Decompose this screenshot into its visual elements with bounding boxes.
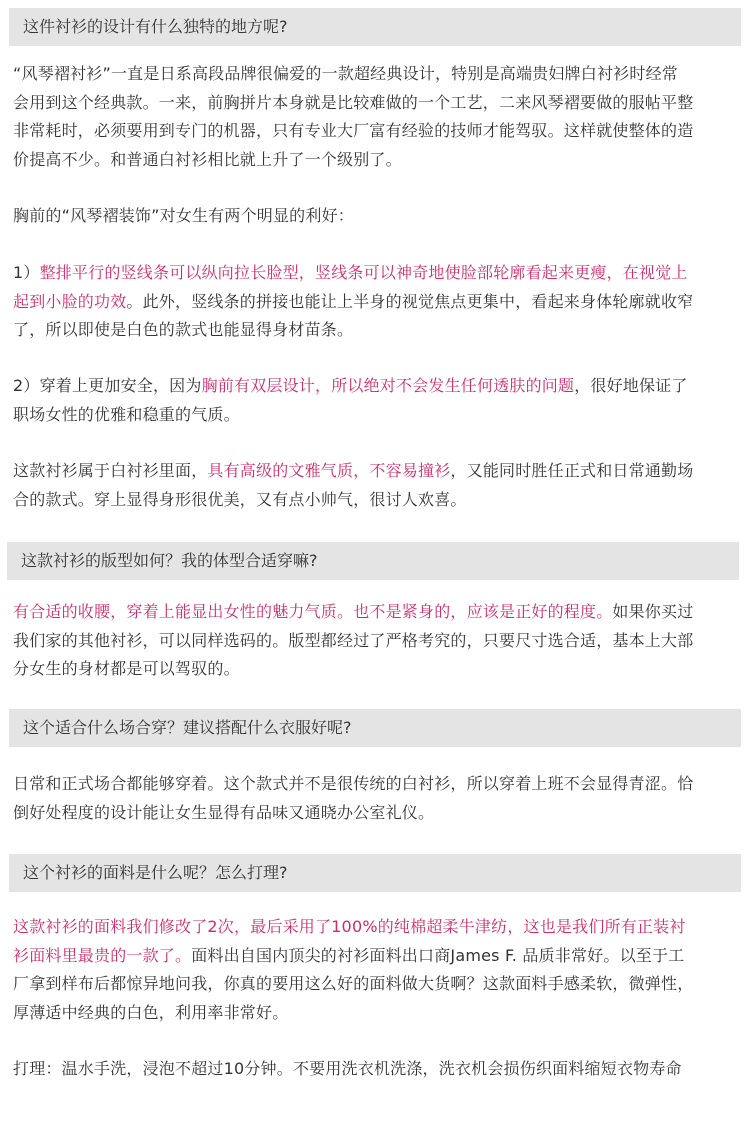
text-line: 有合适的收腰，穿着上能显出女性的魅力气质。也不是紧身的，应该是正好的程度。如果你买过	[13, 602, 694, 621]
text-line: 打理：温水手洗，浸泡不超过10分钟。不要用洗衣机洗涤，洗衣机会损伤织面料缩短衣物寿命	[13, 1059, 682, 1078]
answer-care	[13, 1055, 739, 1084]
text-line: 衫面料里最贵的一款了。面料出自国内顶尖的衬衫面料出口商James F. 品质非常好。以至于工	[13, 945, 685, 965]
text-line: 非常耗时，必须要用到专门的机器，只有专业大厂富有经验的技师才能驾驭。这样就使整体的造	[13, 121, 694, 140]
text-line	[13, 913, 739, 942]
text-line: 厚薄适中经典的白色，利用率非常好。	[13, 1002, 289, 1022]
answer-design-intro	[13, 60, 739, 174]
faq-question-occasion: 这个适合什么场合穿？建议搭配什么衣服好呢?	[9, 709, 741, 747]
faq-question-fabric: 这个衬衫的面料是什么呢？怎么打理?	[9, 854, 741, 892]
highlight-text: 整排平行的竖线条可以纵向拉长脸型，竖线条可以神奇地使脸部轮廓看起来更瘦，在视觉上	[39, 263, 688, 282]
answer-benefit-2	[13, 372, 739, 429]
text-line: 2）穿着上更加安全，因为胸前有双层设计，所以绝对不会发生任何透肤的问题，很好地保证了	[13, 376, 688, 395]
highlight-text: 起到小脸的功效	[13, 291, 127, 311]
highlight-text: 胸前有双层设计，所以绝对不会发生任何透肤的问题	[201, 376, 575, 395]
text-line: 倒好处程度的设计能让女生显得有品味又通晓办公室礼仪。	[13, 802, 435, 822]
text-line: 日常和正式场合都能够穿着。这个款式并不是很传统的白衬衫，所以穿着上班不会显得青涩。恰	[13, 774, 694, 793]
text-line: 合的款式。穿上显得身形很优美，又有点小帅气，很讨人欢喜。	[13, 489, 467, 509]
text-line: 起到小脸的功效。此外，竖线条的拼接也能让上半身的视觉焦点更集中，看起来身体轮廓就收窄	[13, 291, 694, 311]
answer-occasion	[13, 770, 739, 827]
answer-benefit-1	[13, 259, 739, 345]
text-line: 我们家的其他衬衫，可以同样选码的。版型都经过了严格考究的，只要尺寸选合适，基本上大部	[13, 630, 694, 650]
highlight-text: 具有高级的文雅气质，不容易撞衫	[207, 461, 451, 480]
highlight-text: 衫面料里最贵的一款了。	[13, 945, 192, 965]
text-line: 胸前的“风琴褶装饰”对女生有两个明显的利好：	[13, 206, 354, 225]
answer-fit	[13, 598, 739, 684]
text-line: “风琴褶衬衫”一直是日系高段品牌很偏爱的一款超经典设计，特别是高端贵妇牌白衬衫时经常	[13, 64, 678, 83]
highlight-text: 这款衬衫的面料我们修改了2次，最后采用了100%的纯棉超柔牛津纺，这也是我们所有正装衬	[13, 917, 686, 936]
answer-style-summary	[13, 457, 739, 514]
text-line: 分女生的身材都是可以驾驭的。	[13, 659, 240, 678]
text-line: 了，所以即使是白色的款式也能显得身材苗条。	[13, 320, 354, 339]
text-line: 职场女性的优雅和稳重的气质。	[13, 404, 240, 424]
text-line: 1）整排平行的竖线条可以纵向拉长脸型，竖线条可以神奇地使脸部轮廓看起来更瘦，在视觉上	[13, 263, 688, 282]
text-line: 这款衬衫属于白衬衫里面，具有高级的文雅气质，不容易撞衫，又能同时胜任正式和日常通勤场	[13, 461, 694, 480]
text-line: 价提高不少。和普通白衬衫相比就上升了一个级别了。	[13, 149, 402, 169]
faq-question-fit: 这款衬衫的版型如何？我的体型合适穿嘛?	[7, 542, 739, 580]
text-line: 厂拿到样布后都惊异地问我，你真的要用这么好的面料做大货啊？这款面料手感柔软，微弹性，	[13, 974, 694, 993]
text-line: 会用到这个经典款。一来，前胸拼片本身就是比较难做的一个工艺，二来风琴褶要做的服帖平整	[13, 92, 694, 112]
faq-question-design: 这件衬衫的设计有什么独特的地方呢?	[9, 8, 741, 46]
answer-fabric	[13, 913, 739, 1027]
highlight-text: 有合适的收腰，穿着上能显出女性的魅力气质。也不是紧身的，应该是正好的程度。	[13, 602, 613, 621]
answer-pleat-benefits-lead	[13, 202, 739, 231]
